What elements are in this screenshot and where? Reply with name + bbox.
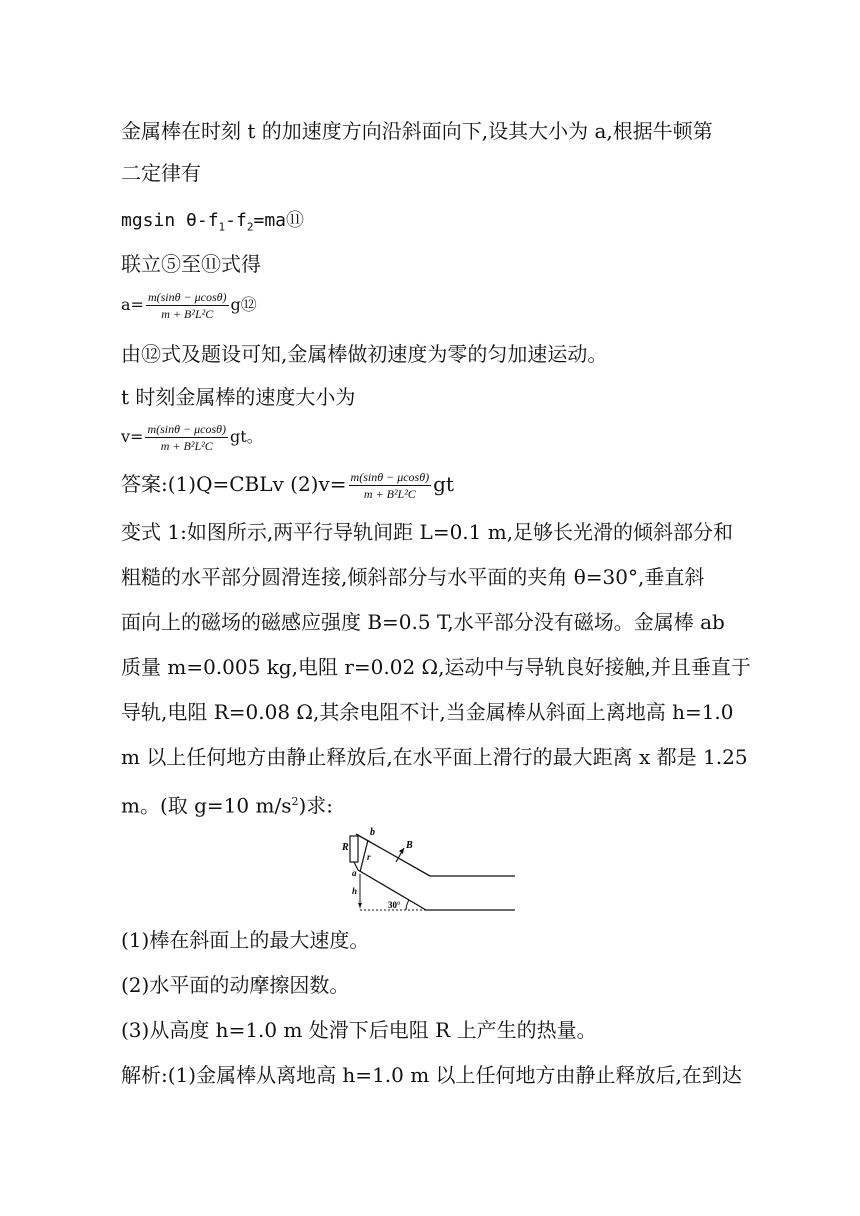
equation-velocity: v= $\frac{m(\sin\theta - \mu\cos\theta)}{\text{m + B²L²C}}$ gt。 [121,422,263,453]
text-line-6: 由⑫式及题设可知,金属棒做初速度为零的匀加速运动。 [121,342,608,366]
text-line-7: t 时刻金属棒的速度大小为 [121,385,356,409]
text-line-14: 导轨,电阻 R=0.08 Ω,其余电阻不计,当金属棒从斜面上离地高 h=1.0 [121,700,734,724]
text-line-1: 金属棒在时刻 t 的加速度方向沿斜面向下,设其大小为 a,根据牛顿第 [121,119,713,143]
label-a: a [352,868,357,878]
height-arrowhead [358,903,362,908]
angle-arc [406,900,409,910]
resistor-R [350,836,358,862]
rail-diagram [340,826,520,916]
answer-line: 答案:(1)Q=CBLv (2)v= $\frac{m(\sin\theta - \mu\cos\theta)}{\text{m + B²L²C}}$ gt [121,470,454,501]
equation-11: mgsin $\theta-f_1-f_2=ma⑪$ [121,210,304,234]
label-r: r [367,852,371,862]
fraction: $\frac{m(\sin\theta - \mu\cos\theta)}{\text{m + B²L²C}}$ [147,290,227,321]
question-3: (3)从高度 h=1.0 m 处滑下后电阻 R 上产生的热量。 [121,1018,597,1042]
label-h: h [352,886,358,896]
label-B: B [406,840,413,851]
question-1: (1)棒在斜面上的最大速度。 [121,928,370,952]
text-line-11: 粗糙的水平部分圆滑连接,倾斜部分与水平面的夹角 θ=30°,垂直斜 [121,565,705,589]
label-b: b [370,827,375,838]
label-R: R [342,842,349,853]
fraction: $\frac{m(\sin\theta - \mu\cos\theta)}{\text{m + B²L²C}}$ [350,470,430,501]
fraction: $\frac{m(\sin\theta - \mu\cos\theta)}{\text{m + B²L²C}}$ [147,422,227,453]
label-angle: 30° [388,900,401,910]
text-line-15: m 以上任何地方由静止释放后,在水平面上滑行的最大距离 x 都是 1.25 [121,745,748,769]
question-2: (2)水平面的动摩擦因数。 [121,973,350,997]
text-line-12: 面向上的磁场的磁感应强度 B=0.5 T,水平部分没有磁场。金属棒 ab [121,610,725,634]
text-line-2: 二定律有 [121,161,201,185]
text-line-16: m。(取 g=10 $m/s^2$)求: [121,793,334,818]
equation-12: a= $\frac{m(\sin\theta - \mu\cos\theta)}{\text{m + B²L²C}}$ g⑫ [121,290,257,321]
text-line-4: 联立⑤至⑪式得 [121,252,261,276]
text-line-10: 变式 1:如图所示,两平行导轨间距 L=0.1 m,足够长光滑的倾斜部分和 [121,520,734,544]
text-line-13: 质量 m=0.005 kg,电阻 r=0.02 Ω,运动中与导轨良好接触,并且垂直于 [121,655,751,679]
solution-line: 解析:(1)金属棒从离地高 h=1.0 m 以上任何地方由静止释放后,在到达 [121,1063,742,1087]
